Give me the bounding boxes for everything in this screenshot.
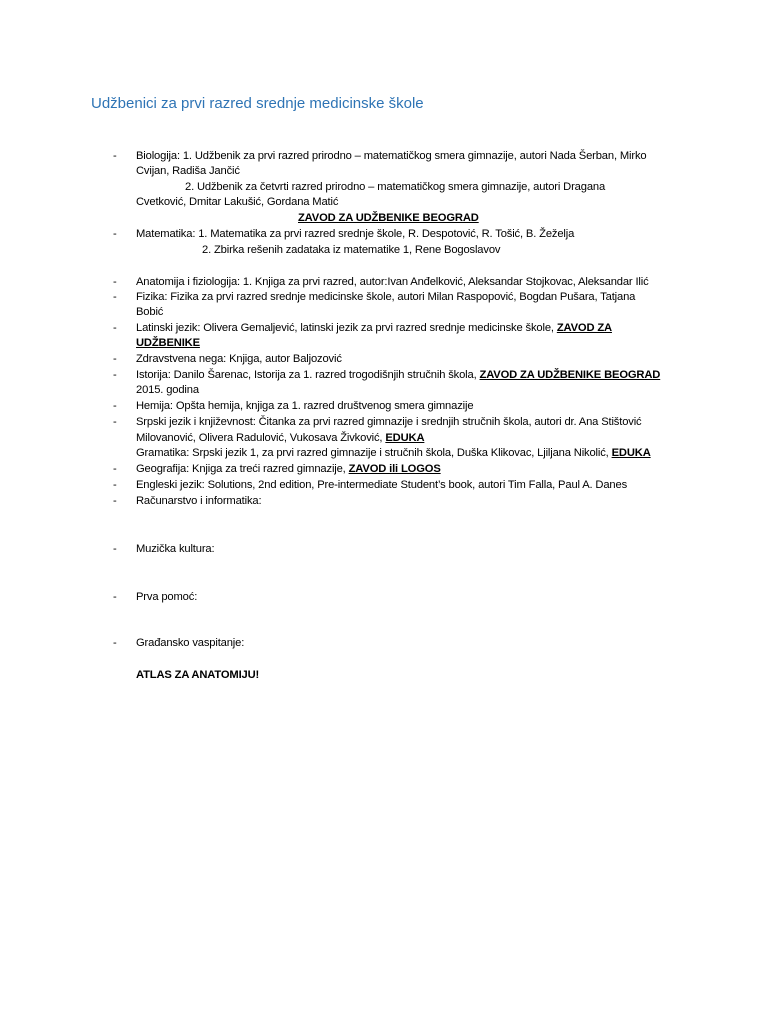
item-engleski: Engleski jezik: Solutions, 2nd edition, Pre-intermediate Student’s book, autori Tim Falla, Paul A. Danes: [136, 479, 628, 491]
item-anatomija: Anatomija i fiziologija: 1. Knjiga za prvi razred, autor:Ivan Anđelković, Aleksandar Stojkovac, Aleksandar Ilić: [136, 276, 649, 288]
item-zdravstvena-nega: Zdravstvena nega: Knjiga, autor Baljozović: [136, 353, 342, 365]
bullet: -: [113, 543, 117, 555]
item-srpski-b-text: Milovanović, Olivera Radulović, Vukosava Živković,: [136, 432, 386, 444]
item-istorija-text: Istorija: Danilo Šarenac, Istorija za 1. razred trogodišnjih stručnih škola,: [136, 369, 480, 381]
bullet: -: [113, 369, 117, 381]
bullet: -: [113, 416, 117, 428]
item-istorija: [136, 368, 660, 383]
item-gramatika-text: Gramatika: Srpski jezik 1, za prvi razred gimnazije i stručnih škola, Duška Klikovac, Ljiljana Nikolić,: [136, 447, 612, 459]
publisher-eduka: EDUKA: [385, 432, 425, 444]
item-fizika-b: Bobić: [136, 306, 164, 318]
item-latinski-text: Latinski jezik: Olivera Gemaljević, latinski jezik za prvi razred srednje medicinske škole,: [136, 322, 557, 334]
publisher-eduka: EDUKA: [611, 447, 651, 459]
bullet: -: [113, 495, 117, 507]
item-biologija-2a: 2. Udžbenik za četvrti razred prirodno – matematičkog smera gimnazije, autori Dragana: [185, 181, 606, 193]
item-gramatika: [136, 446, 651, 461]
item-prva-pomoc: Prva pomoć:: [136, 591, 198, 603]
item-latinski: [136, 321, 612, 336]
item-biologija-2b: Cvetković, Dmitar Lakušić, Gordana Matić: [136, 196, 339, 208]
item-matematika-1: Matematika: 1. Matematika za prvi razred srednje škole, R. Despotović, R. Tošić, B. Žeželja: [136, 228, 575, 240]
bullet: -: [113, 400, 117, 412]
item-istorija-year: 2015. godina: [136, 384, 199, 396]
bullet: -: [113, 291, 117, 303]
publisher-zavod-logos: ZAVOD ili LOGOS: [348, 463, 441, 475]
bullet: -: [113, 637, 117, 649]
publisher-zavod: ZAVOD ZA UDŽBENIKE BEOGRAD: [479, 369, 661, 381]
item-gradjansko-vaspitanje: Građansko vaspitanje:: [136, 637, 245, 649]
item-srpski-b: [136, 431, 424, 446]
item-muzicka-kultura: Muzička kultura:: [136, 543, 215, 555]
bullet: -: [113, 276, 117, 288]
bullet: -: [113, 150, 117, 162]
item-geografija-text: Geografija: Knjiga za treći razred gimnazije,: [136, 463, 349, 475]
page-title: Udžbenici za prvi razred srednje medicinske škole: [91, 95, 424, 112]
bullet: -: [113, 322, 117, 334]
item-biologija-1a: Biologija: 1. Udžbenik za prvi razred prirodno – matematičkog smera gimnazije, autori Nada Šerban, Mirko: [136, 150, 647, 162]
publisher-zavod: UDŽBENIKE: [136, 337, 200, 349]
publisher-zavod: ZAVOD ZA: [556, 322, 612, 334]
bullet: -: [113, 228, 117, 240]
atlas-note: ATLAS ZA ANATOMIJU!: [136, 669, 260, 681]
bullet: -: [113, 591, 117, 603]
item-racunarstvo: Računarstvo i informatika:: [136, 495, 262, 507]
bullet: -: [113, 463, 117, 475]
item-srpski-a: Srpski jezik i književnost: Čitanka za prvi razred gimnazije i srednjih stručnih škola, autori dr. Ana Stištović: [136, 416, 642, 428]
item-hemija: Hemija: Opšta hemija, knjiga za 1. razred društvenog smera gimnazije: [136, 400, 474, 412]
item-fizika-a: Fizika: Fizika za prvi razred srednje medicinske škole, autori Milan Raspopović, Bogdan Pušara, Tatjana: [136, 291, 636, 303]
publisher-zavod: ZAVOD ZA UDŽBENIKE BEOGRAD: [298, 212, 479, 224]
bullet: -: [113, 479, 117, 491]
item-biologija-1b: Cvijan, Radiša Jančić: [136, 165, 240, 177]
bullet: -: [113, 353, 117, 365]
item-matematika-2: 2. Zbirka rešenih zadataka iz matematike 1, Rene Bogoslavov: [202, 244, 501, 256]
item-geografija: [136, 462, 441, 477]
